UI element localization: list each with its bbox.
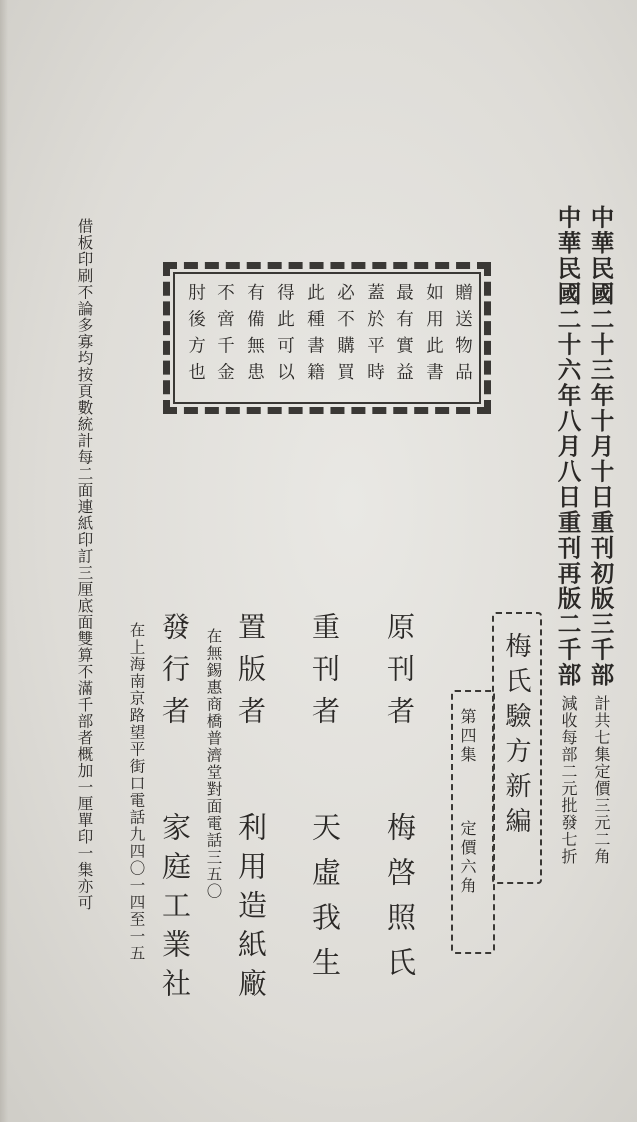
gift-notice-line: 肘後方也 <box>185 283 206 389</box>
first-edition-date: 中華民國二十三年十月十日重刊初版三千部 <box>586 205 615 688</box>
publisher-role: 發行者 <box>158 612 191 738</box>
gift-notice-line: 得此可以 <box>274 283 295 389</box>
original-author-name: 梅啓照氏 <box>383 812 417 992</box>
original-author-role: 原刊者 <box>383 612 416 738</box>
second-edition-date: 中華民國二十六年八月八日重刊再版二千部 <box>553 205 582 688</box>
plate-owner-address: 在無錫惠商橋普濟堂對面電話三五〇 <box>204 628 223 900</box>
gift-notice-line: 此種書籍 <box>304 283 325 389</box>
volume-label: 第四集 <box>458 708 477 765</box>
gift-notice-line: 最有實益 <box>393 283 414 389</box>
publisher-address: 在上海南京路望平街口電話九四〇一四至一五 <box>127 622 146 962</box>
plate-owner-role: 置版者 <box>234 612 267 738</box>
set-price: 計共七集定價三元二角 <box>592 695 611 865</box>
page-edge-shadow <box>0 0 8 1122</box>
gift-notice-line: 如用此書 <box>423 283 444 389</box>
plate-owner-name: 利用造紙廠 <box>234 812 268 1007</box>
volume-price: 定價六角 <box>458 820 477 896</box>
reprint-editor-role: 重刊者 <box>308 612 341 738</box>
gift-notice-line: 不啻千金 <box>214 283 235 389</box>
book-title: 梅氏驗方新編 <box>501 632 531 842</box>
publisher-name: 家庭工業社 <box>158 812 192 1007</box>
discount-note: 減收每部二元批發七折 <box>559 695 578 865</box>
gift-notice-line: 必不購買 <box>334 283 355 389</box>
reprint-editor-name: 天虛我生 <box>308 812 342 992</box>
gift-notice-line: 蓋於平時 <box>364 283 385 389</box>
gift-notice-line: 有備無患 <box>244 283 265 389</box>
gift-notice-line: 贈送物品 <box>452 283 473 389</box>
print-note: 借板印刷不論多寡均按頁數統計每二面連紙印訂三厘底面雙算不滿千部者概加一厘單印一集亦可 <box>75 218 94 911</box>
